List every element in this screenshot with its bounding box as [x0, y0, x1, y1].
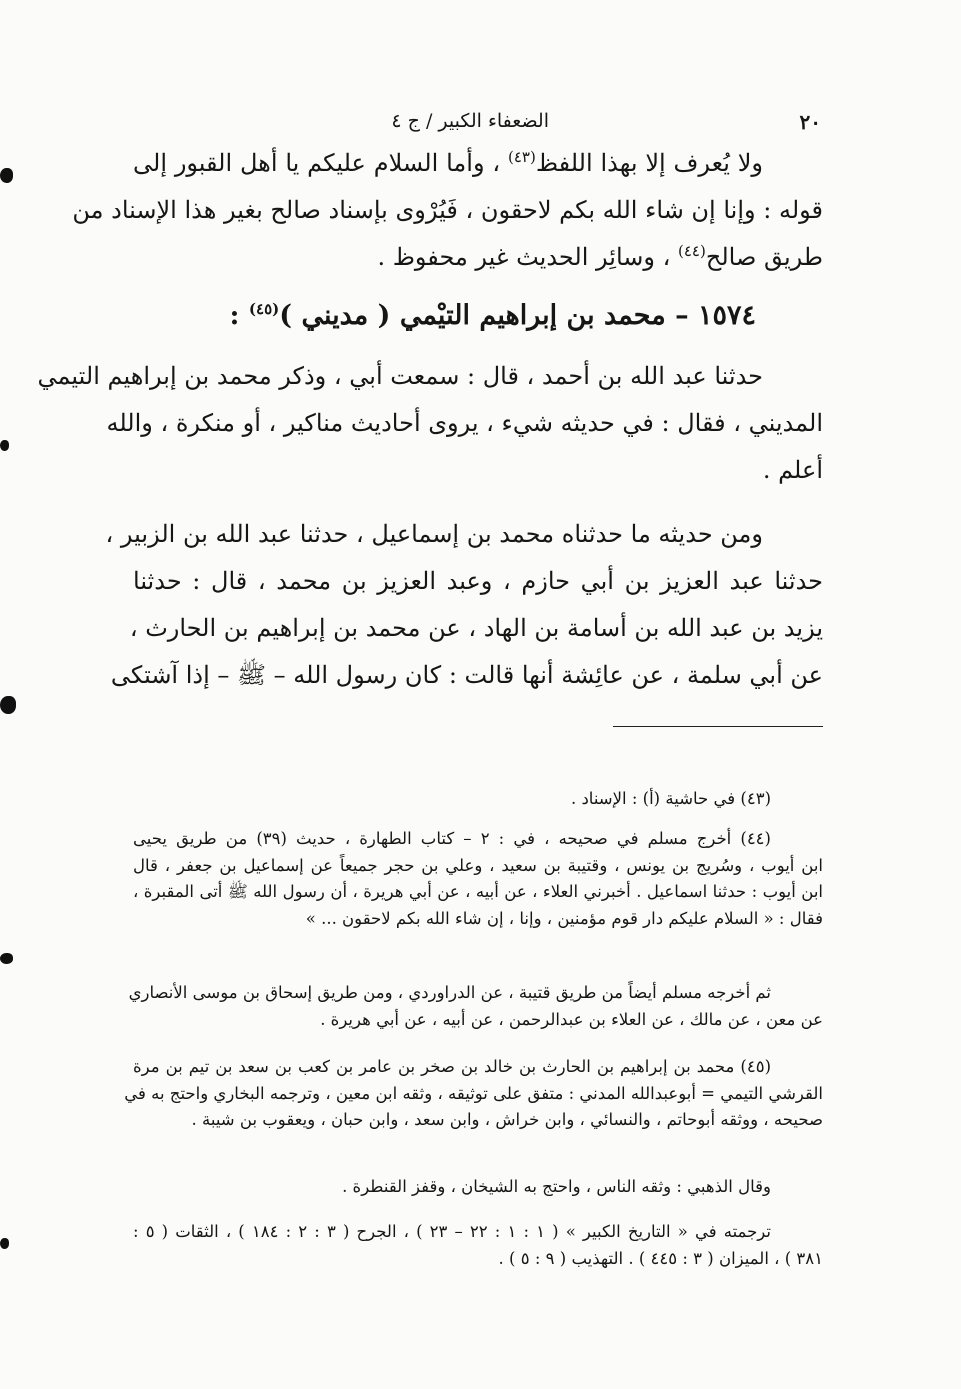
text-line: يزيد بن عبد الله بن أسامة بن الهاد ، عن محمد بن إبراهيم بن الحارث ،: [129, 614, 823, 642]
page-number: ٢٠: [799, 110, 821, 134]
paragraph-1: [72, 140, 823, 281]
entry-colon: :: [229, 300, 240, 331]
footnote-line: صحيحه ، ووثقه أبوحاتم ، والنسائي ، وابن خراش ، وابن سعد ، وابن حبان ، ويعقوب بن شيبة .: [191, 1110, 823, 1129]
footnote-45-dhahabi: [133, 1174, 771, 1201]
book-title: الضعفاء الكبير / ج ٤: [391, 110, 549, 132]
footnote-line: القرشي التيمي = أبوعبدالله المدني : متفق على توثيقه ، وثقه ابن معين ، وترجمه البخاري واحتج به في: [124, 1083, 823, 1103]
scan-smudge: [0, 1238, 9, 1249]
footnote-line: ابن أيوب : حدثنا اسماعيل . أخبرني العلاء ، عن أبيه ، عن أبي هريرة ، أن رسول الله ﷺ أتى المقبرة ،: [133, 882, 823, 901]
text-line: حدثنا عبد الله بن أحمد ، قال : سمعت أبي ، وذكر محمد بن إبراهيم التيمي: [37, 362, 763, 390]
scan-smudge: [0, 168, 13, 183]
footnote-line: ثم أخرجه مسلم أيضاً من طريق قتيبة ، عن الدراوردي ، ومن طريق إسحاق بن موسى الأنصاري: [128, 983, 771, 1002]
text-line: المديني ، فقال : في حديثه شيء ، يروى أحاديث مناكير ، أو منكرة ، والله: [106, 409, 823, 437]
footnote-line: ترجمته في « التاريخ الكبير » ( ١ : ١ : ٢٢ – ٢٣ ) ، الجرح ( ٣ : ٢ : ١٨٤ ) ، الثقات ( ٥ :: [133, 1222, 771, 1241]
footnote-45: [124, 1054, 823, 1134]
entry-name: محمد بن إبراهيم التيْمي ( مديني ): [279, 300, 666, 331]
scan-smudge: [0, 440, 9, 451]
text-line: قوله : وإنا إن شاء الله بكم لاحقون ، فَيُرْوى بإسناد صالح بغير هذا الإسناد من: [72, 196, 823, 224]
footnote-line: (٤٤) أخرج مسلم في صحيحه ، في : ٢ – كتاب الطهارة ، حديث (٣٩) من طريق يحيى: [133, 829, 771, 848]
text-line: ومن حديثه ما حدثناه محمد بن إسماعيل ، حدثنا عبد الله بن الزبير ،: [105, 520, 763, 548]
footnote-line: (٤٣) في حاشية (أ) : الإسناد .: [570, 789, 771, 808]
footnote-45-references: [133, 1219, 823, 1272]
text-line: أعلم .: [762, 456, 823, 484]
entry-dash: –: [675, 300, 689, 331]
text-line: طريق صالح$^{(٤٤)}$ ، وسائِر الحديث غير محفوظ .: [377, 242, 823, 271]
footnote-divider: [613, 726, 823, 727]
footnote-line: ابن أيوب ، وسُريج بن يونس ، وقتيبة بن سعيد ، وعلي بن حجر جميعاً عن إسماعيل بن جعفر ، قال: [133, 855, 823, 875]
footnote-43: [131, 786, 771, 813]
footnote-44: [133, 826, 823, 932]
footnote-ref-44[interactable]: (٤٤): [677, 242, 706, 260]
footnote-44-continued: [128, 980, 823, 1033]
footnote-line: ٣٨١ ) ، الميزان ( ٣ : ٤٤٥ ) . التهذيب ( ٩ : ٥ ) .: [498, 1248, 823, 1268]
scan-smudge: [0, 953, 13, 964]
footnote-ref-43[interactable]: (٤٣): [507, 148, 536, 166]
paragraph-3: [105, 511, 823, 699]
text-line: عن أبي سلمة ، عن عائِشة أنها قالت : كان رسول الله – ﷺ – إذا آشتكى: [110, 661, 823, 689]
scan-smudge: [0, 696, 16, 714]
running-head: [140, 110, 821, 140]
text-line: حدثنا عبد العزيز بن أبي حازم ، وعبد العزيز بن محمد ، قال : حدثنا: [133, 567, 823, 595]
entry-number: ١٥٧٤: [697, 300, 756, 331]
entry-heading: [230, 300, 756, 331]
footnote-line: وقال الذهبي : وثقه الناس ، واحتج به الشيخان ، وقفز القنطرة .: [342, 1177, 771, 1196]
footnote-line: فقال : « السلام عليكم دار قوم مؤمنين ، وإنا ، إن شاء الله بكم لاحقون ... »: [305, 908, 823, 928]
footnote-line: عن معن ، عن مالك ، عن العلاء بن عبدالرحمن ، عن أبيه ، عن أبي هريرة .: [320, 1009, 823, 1029]
text-line: ولا يُعرف إلا بهذا اللفظ$^{(٤٣)}$ ، وأما السلام عليكم يا أهل القبور إلى: [133, 148, 763, 177]
footnote-ref-45[interactable]: (٤٥): [248, 300, 280, 318]
paragraph-2: [37, 353, 823, 494]
footnote-line: (٤٥) محمد بن إبراهيم بن الحارث بن خالد بن صخر بن عامر بن كعب بن سعد بن تيم بن مرة: [133, 1057, 771, 1076]
